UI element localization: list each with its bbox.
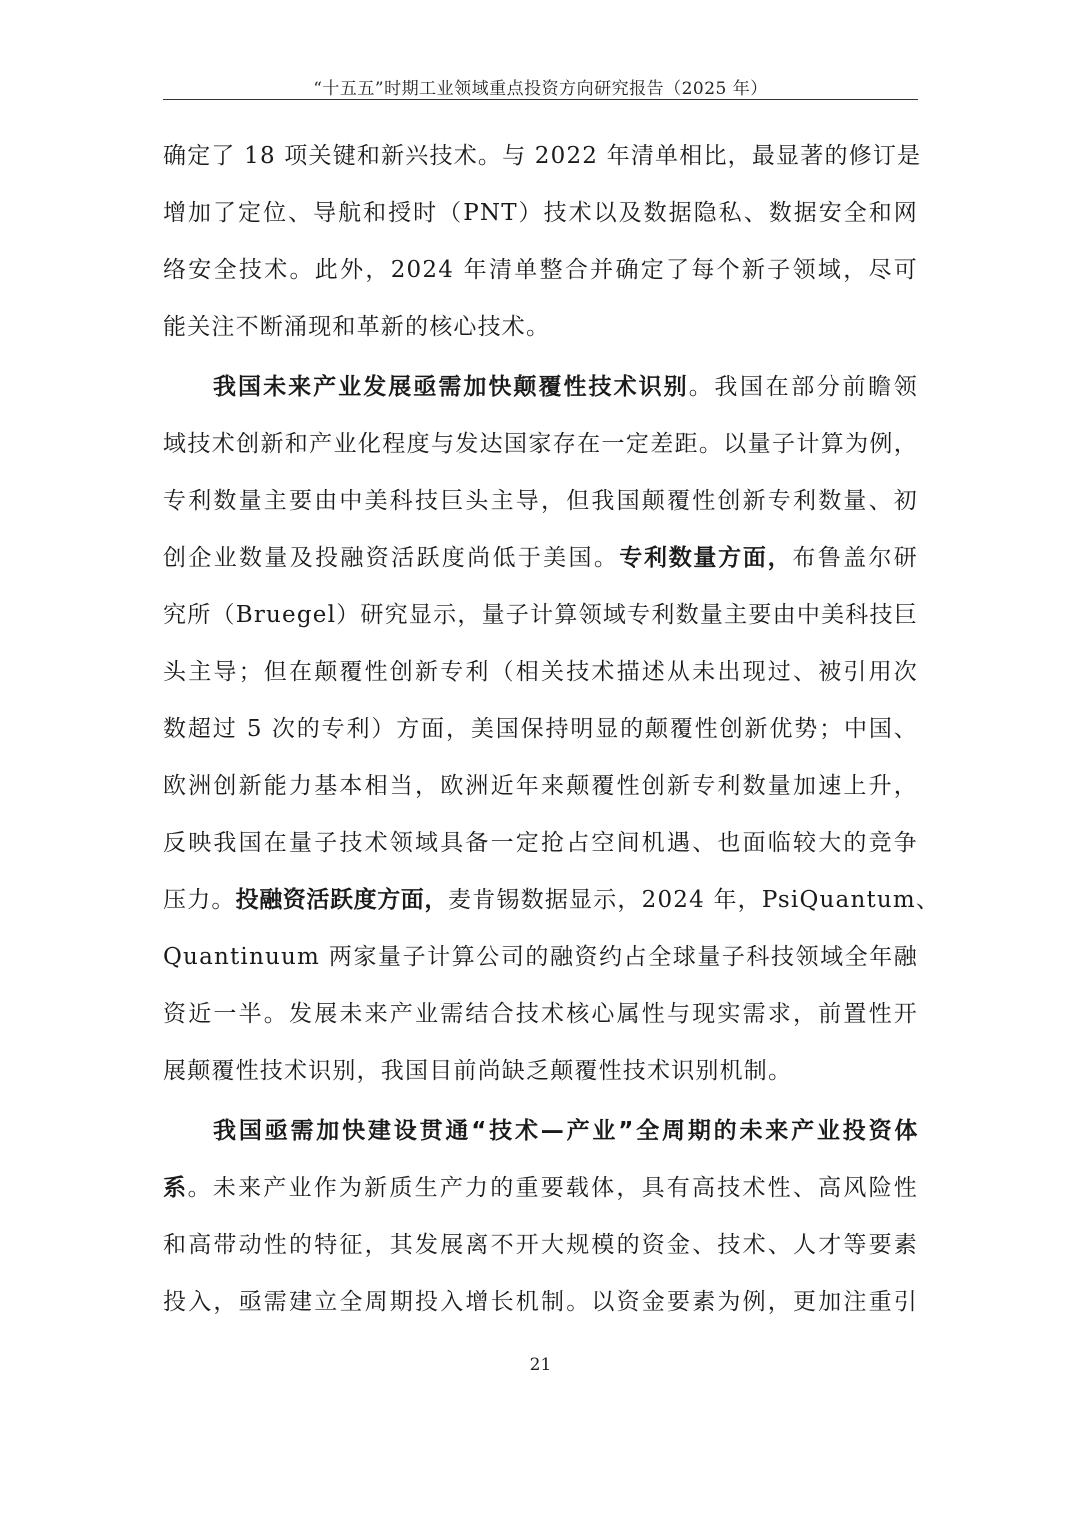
bold-lead-sentence: 我国亟需加快建设贯通“技术—产业”全周期的未来产业投资体 — [213, 1118, 918, 1144]
text-line — [163, 359, 918, 416]
document-body — [163, 128, 941, 1334]
text-line: 反映我国在量子技术领域具备一定抢占空间机遇、也面临较大的竞争 — [163, 830, 918, 856]
text-line: 数超过 5 次的专利）方面，美国保持明显的颠覆性创新优势；中国、 — [163, 716, 918, 742]
text-run: 压力。 — [163, 887, 236, 913]
text-line: 投入，亟需建立全周期投入增长机制。以资金要素为例，更加注重引 — [163, 1289, 918, 1315]
text-run: 布鲁盖尔研 — [792, 545, 918, 571]
text-run: 。未来产业作为新质生产力的重要载体，具有高技术性、高风险性 — [187, 1175, 918, 1201]
text-line: 增加了定位、导航和授时（PNT）技术以及数据隐私、数据安全和网 — [163, 200, 918, 226]
text-line: 和高带动性的特征，其发展离不开大规模的资金、技术、人才等要素 — [163, 1232, 918, 1258]
bold-lead-sentence: 系 — [163, 1175, 188, 1201]
text-run: 创企业数量及投融资活跃度尚低于美国。 — [163, 545, 620, 571]
text-line: 能关注不断涌现和革新的核心技术。 — [163, 314, 551, 340]
bold-lead-sentence: 我国未来产业发展亟需加快颠覆性技术识别 — [213, 374, 689, 400]
text-line: 专利数量主要由中美科技巨头主导，但我国颠覆性创新专利数量、初 — [163, 488, 918, 514]
text-line: 域技术创新和产业化程度与发达国家存在一定差距。以量子计算为例， — [163, 431, 918, 457]
text-line: 络安全技术。此外，2024 年清单整合并确定了每个新子领域，尽可 — [163, 257, 918, 283]
page-number: 21 — [529, 1355, 552, 1375]
bold-subheading: 投融资活跃度方面， — [235, 887, 449, 913]
text-run: 。我国在部分前瞻领 — [688, 374, 918, 400]
text-line — [163, 1103, 918, 1160]
text-line: 欧洲创新能力基本相当，欧洲近年来颠覆性创新专利数量加速上升， — [163, 773, 918, 799]
paragraph-3 — [163, 1103, 918, 1331]
text-line: 资近一半。发展未来产业需结合技术核心属性与现实需求，前置性开 — [163, 1001, 918, 1027]
paragraph-2 — [163, 359, 941, 1100]
text-line — [163, 530, 918, 587]
paragraph-1 — [163, 128, 922, 356]
bold-subheading: 专利数量方面， — [619, 545, 793, 571]
text-line: 究所（Bruegel）研究显示，量子计算领域专利数量主要由中美科技巨 — [163, 602, 918, 628]
text-line — [163, 1160, 918, 1217]
text-line: 展颠覆性技术识别，我国目前尚缺乏颠覆性技术识别机制。 — [163, 1058, 793, 1084]
header-rule — [163, 99, 918, 100]
text-line: 头主导；但在颠覆性创新专利（相关技术描述从未出现过、被引用次 — [163, 659, 918, 685]
text-run: 麦肯锡数据显示，2024 年，PsiQuantum、 — [448, 887, 941, 913]
text-line: Quantinuum 两家量子计算公司的融资约占全球量子科技领域全年融 — [163, 944, 918, 970]
running-header: “十五五”时期工业领域重点投资方向研究报告（2025 年） — [313, 79, 768, 99]
text-line: 确定了 18 项关键和新兴技术。与 2022 年清单相比，最显著的修订是 — [163, 143, 922, 169]
text-line — [163, 872, 941, 929]
